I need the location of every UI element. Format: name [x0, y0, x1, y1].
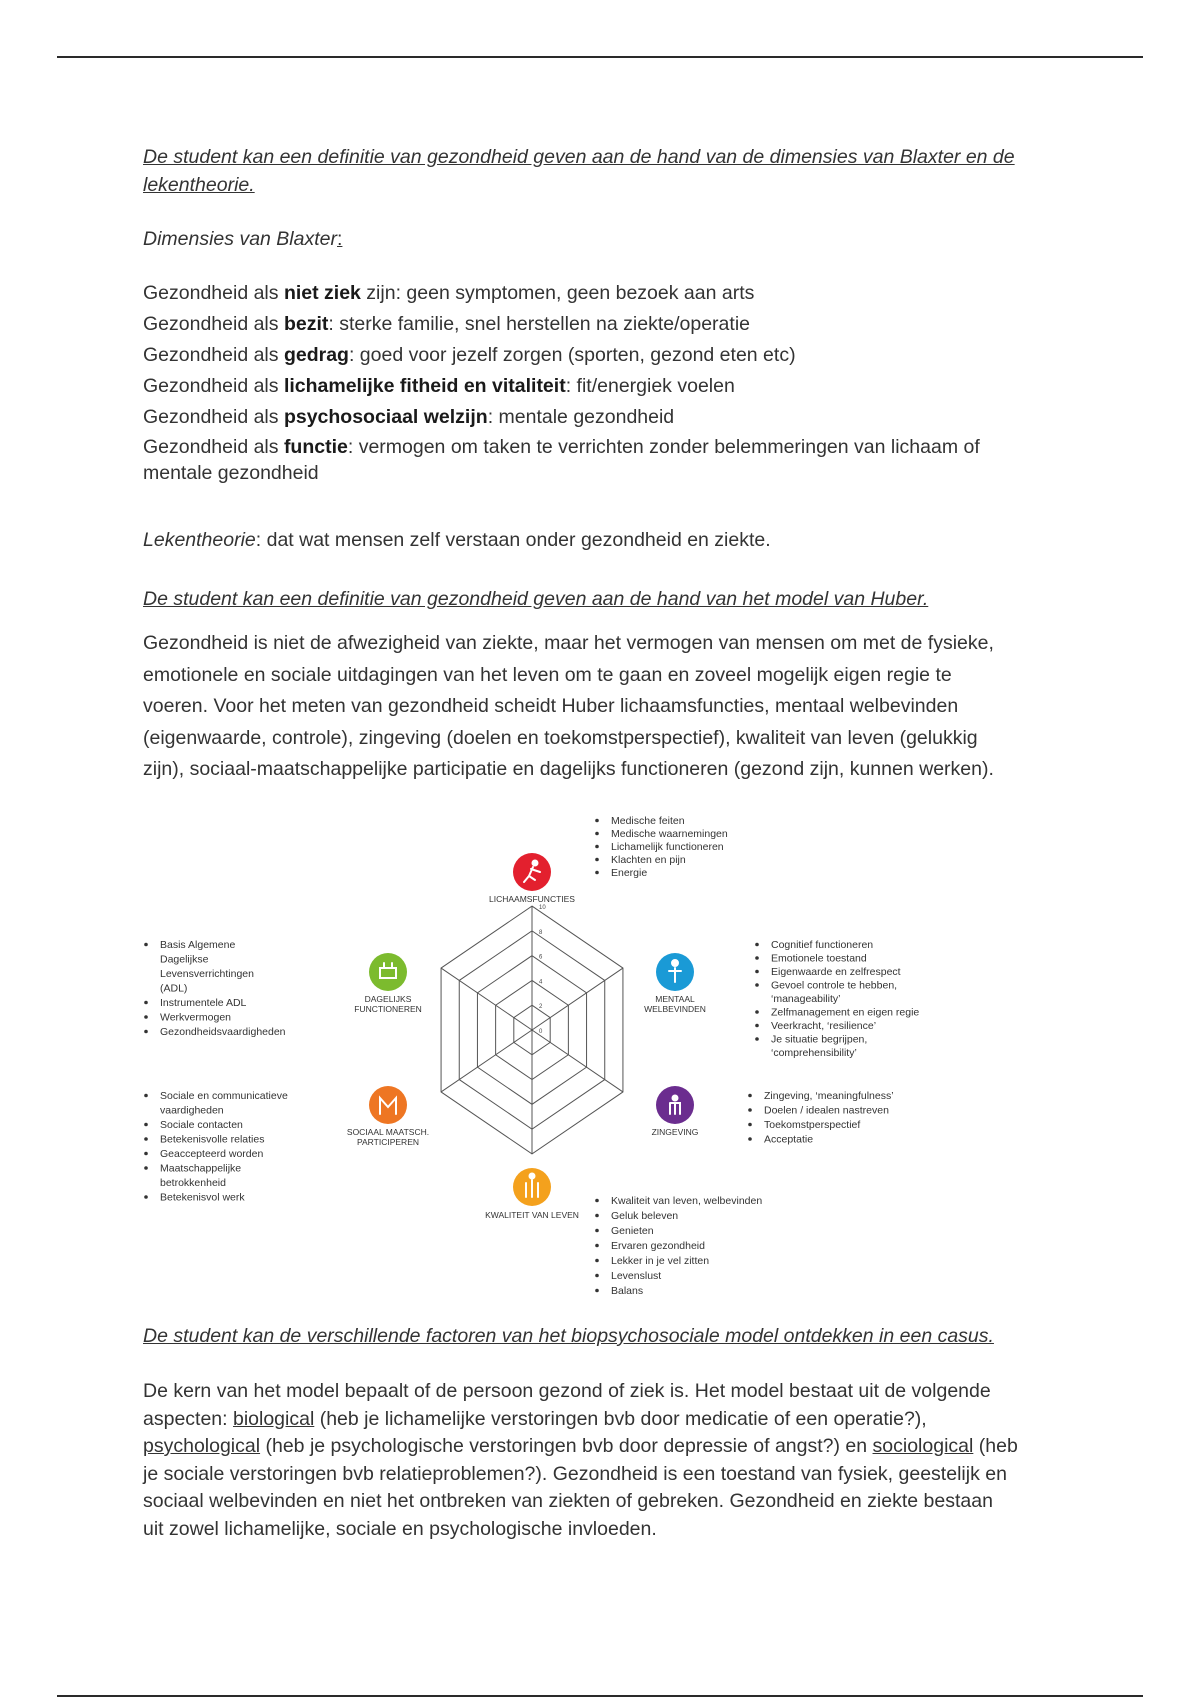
dimension-label: SOCIAAL MAATSCH. PARTICIPEREN	[346, 1127, 430, 1147]
bullet	[755, 1010, 759, 1014]
bullet	[595, 1199, 599, 1203]
term-sociological: sociological	[872, 1435, 974, 1457]
radar-scale	[539, 905, 546, 1035]
heading-huber: De student kan een definitie van gezondheid geven aan de hand van het model van Huber.	[143, 588, 929, 610]
paragraph-line: sociaal welbevinden en niet het ontbreken van ziekten of gebreken. Gezondheid en ziekte bestaan	[143, 1490, 993, 1512]
list-item-text: Ervaren gezondheid	[611, 1240, 705, 1252]
list-item-text: Gevoel controle te hebben,	[771, 979, 898, 992]
paragraph-line: zijn), sociaal-maatschappelijke participatie en dagelijks functioneren (gezond zijn, kunnen werken).	[143, 758, 994, 780]
list-item-text: (ADL)	[160, 982, 188, 995]
scale-tick: 4	[539, 979, 543, 986]
bullet	[595, 1214, 599, 1218]
list-item-text: Eigenwaarde en zelfrespect	[771, 966, 901, 978]
daily-icon	[369, 953, 407, 991]
bullet	[755, 970, 759, 974]
list-item-text: Lichamelijk functioneren	[611, 841, 724, 853]
radar-spoke	[532, 968, 623, 1030]
list-item-text: Energie	[611, 867, 648, 879]
bullet	[144, 1123, 148, 1127]
list-item-text: Geluk beleven	[611, 1210, 679, 1222]
social-icon	[369, 1086, 407, 1124]
bullet	[144, 943, 148, 947]
bullet	[144, 1137, 148, 1141]
list-item-text: Medische waarnemingen	[611, 828, 728, 840]
radar-spoke	[441, 1030, 532, 1092]
bullet	[144, 1152, 148, 1156]
list-item-text: Genieten	[611, 1225, 654, 1237]
bullet	[748, 1094, 752, 1098]
bullet	[144, 1166, 148, 1170]
bullet	[595, 858, 599, 862]
heading-biopsychosocial: De student kan de verschillende factoren van het biopsychosociale model ontdekken in een casus.	[143, 1325, 994, 1347]
list-item-text: Zingeving, ‘meaningfulness’	[764, 1090, 894, 1102]
paragraph-line: Gezondheid is niet de afwezigheid van ziekte, maar het vermogen van mensen om met de fysieke,	[143, 632, 994, 654]
bullet	[144, 1195, 148, 1199]
radar-spoke	[532, 1030, 623, 1092]
bullet	[595, 845, 599, 849]
heading-line: lekentheorie.	[143, 174, 255, 196]
list-item-text: Doelen / idealen nastreven	[764, 1104, 889, 1117]
list-item: Gezondheid als psychosociaal welzijn: mentale gezondheid	[143, 406, 675, 428]
dimension-label: ZINGEVING	[651, 1127, 699, 1137]
bullet	[144, 1001, 148, 1005]
list-item-text: betrokkenheid	[160, 1177, 226, 1189]
list-item-text: Zelfmanagement en eigen regie	[771, 1006, 920, 1019]
bullet	[595, 1274, 599, 1278]
bullet	[755, 983, 759, 987]
list-item-text: Betekenisvol werk	[160, 1191, 245, 1204]
list-item: Gezondheid als gedrag: goed voor jezelf zorgen (sporten, gezond eten etc)	[143, 344, 796, 366]
dagelijks-node	[354, 953, 422, 1014]
list-item-text: Toekomstperspectief	[764, 1119, 861, 1131]
list-item-text: Sociale en communicatieve	[160, 1090, 288, 1102]
dimension-label: MENTAAL WELBEVINDEN	[644, 994, 706, 1014]
list-item: Gezondheid als functie: vermogen om taken te verrichten zonder belemmeringen van lichaam of	[143, 436, 980, 458]
blaxter-label-text: Dimensies van Blaxter	[143, 228, 337, 250]
list-item-text: Instrumentele ADL	[160, 997, 247, 1009]
bullet	[748, 1137, 752, 1141]
list-item-text: Je situatie begrijpen,	[771, 1033, 868, 1046]
list-item-text: Levensverrichtingen	[160, 968, 254, 980]
list-item-text: Cognitief functioneren	[771, 939, 874, 951]
list-item-text: Medische feiten	[611, 815, 685, 827]
bullet	[595, 1244, 599, 1248]
dimension-label: DAGELIJKS FUNCTIONEREN	[354, 994, 422, 1014]
bullet	[748, 1108, 752, 1112]
term-biological: biological	[232, 1407, 315, 1430]
paragraph-line: voeren. Voor het meten van gezondheid scheidt Huber lichaamsfuncties, mentaal welbevinden	[143, 695, 959, 717]
bullet	[144, 1094, 148, 1098]
dimension-label: LICHAAMSFUNCTIES	[489, 894, 575, 904]
bullet	[755, 943, 759, 947]
list-item-text: Betekenisvolle relaties	[160, 1133, 265, 1146]
list-item-text: Geaccepteerd worden	[160, 1148, 264, 1160]
list-item-text: Acceptatie	[764, 1133, 814, 1146]
bullet	[595, 1289, 599, 1293]
heading-line: De student kan een definitie van gezondheid geven aan de hand van de dimensies van Blaxter en de	[143, 146, 1015, 168]
paragraph-line: uit zowel lichamelijke, sociale en psychologische invloeden.	[143, 1517, 657, 1540]
list-item-text: Werkvermogen	[160, 1011, 231, 1024]
term-psychological: psychological	[143, 1435, 261, 1457]
scale-tick: 8	[539, 929, 543, 936]
lekentheorie-text: : dat wat mensen zelf verstaan onder gezondheid en ziekte.	[255, 529, 771, 551]
list-item-text: Sociale contacten	[160, 1119, 243, 1131]
bullet	[595, 1229, 599, 1233]
list-item-text: Klachten en pijn	[611, 854, 686, 866]
bullet	[595, 1259, 599, 1263]
list-item-continuation: mentale gezondheid	[143, 462, 319, 484]
paragraph-line: emotionele en sociale uitdagingen van het leven om te gaan en zoveel mogelijk eigen regie te	[143, 663, 952, 686]
lekentheorie-label: Lekentheorie	[143, 529, 256, 551]
scale-tick: 6	[539, 954, 543, 961]
paragraph-line: je sociale verstoringen bvb relatieproblemen?). Gezondheid is een toestand van fysiek, geestelijk en	[143, 1462, 1007, 1485]
dimension-label: KWALITEIT VAN LEVEN	[485, 1210, 579, 1220]
bullet	[755, 1024, 759, 1028]
list-item-text: Levenslust	[611, 1270, 662, 1282]
bottom-rule	[57, 1695, 1143, 1697]
bullet	[595, 819, 599, 823]
list-item: Gezondheid als bezit: sterke familie, snel herstellen na ziekte/operatie	[143, 313, 750, 335]
list-item-text: Balans	[611, 1285, 644, 1297]
list-item: Gezondheid als niet ziek zijn: geen symptomen, geen bezoek aan arts	[143, 282, 755, 304]
list-item-text: Gezondheidsvaardigheden	[160, 1026, 286, 1038]
list-item-text: Kwaliteit van leven, welbevinden	[611, 1195, 763, 1207]
bullet	[748, 1123, 752, 1127]
sociaal-node	[347, 1086, 429, 1147]
list-item-text: vaardigheden	[160, 1104, 224, 1117]
paragraph-line: aspecten: biological (heb je lichamelijke verstoringen bvb door medicatie of een operatie?),	[143, 1407, 927, 1430]
list-item-text: Dagelijkse	[160, 953, 209, 966]
bullet	[144, 1015, 148, 1019]
list-item-text: ‘comprehensibility’	[771, 1047, 857, 1059]
list-item-text: ‘manageability’	[771, 993, 841, 1005]
runner-icon	[513, 853, 551, 891]
bullet	[144, 1030, 148, 1034]
scale-tick: 0	[539, 1029, 543, 1035]
paragraph-line: (eigenwaarde, controle), zingeving (doelen en toekomstperspectief), kwaliteit van leven (gelukkig	[143, 726, 978, 749]
list-item-text: Emotionele toestand	[771, 952, 867, 965]
radar-spoke	[441, 968, 532, 1030]
bullet	[755, 956, 759, 960]
bullet	[595, 832, 599, 836]
paragraph-line: psychological (heb je psychologische verstoringen bvb door depressie of angst?) en sociological (heb	[143, 1435, 1018, 1457]
blaxter-colon: :	[337, 228, 343, 250]
list-item-text: Lekker in je vel zitten	[611, 1255, 710, 1267]
list-item: Gezondheid als lichamelijke fitheid en vitaliteit: fit/energiek voelen	[143, 375, 735, 397]
scale-tick: 2	[539, 1004, 543, 1011]
bullet	[755, 1037, 759, 1041]
list-item-text: Veerkracht, ‘resilience’	[771, 1020, 877, 1032]
scale-tick: 10	[539, 905, 546, 912]
list-item-text: Basis Algemene	[160, 939, 236, 951]
list-item-text: Maatschappelijke	[160, 1162, 242, 1175]
radar-web	[441, 906, 623, 1154]
bullet	[595, 871, 599, 875]
paragraph-line: De kern van het model bepaalt of de persoon gezond of ziek is. Het model bestaat uit de volgende	[143, 1380, 991, 1402]
